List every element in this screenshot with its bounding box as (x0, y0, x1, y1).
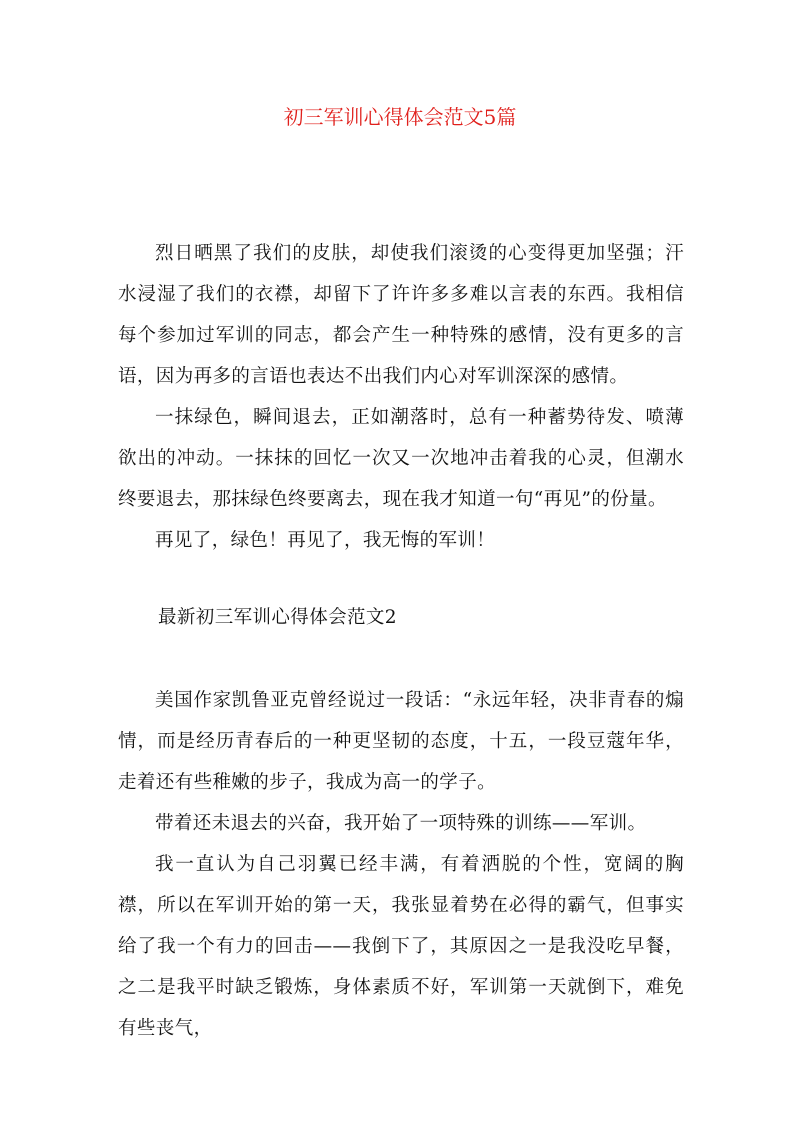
paragraph: 带着还未退去的兴奋，我开始了一项特殊的训练——军训。 (155, 813, 647, 834)
section-2-heading: 最新初三军训心得体会范文2 (158, 607, 397, 628)
paragraph: 一抹绿色，瞬间退去，正如潮落时，总有一种蓄势待发、喷薄欲出的冲动。一抹抹的回忆一次又一次地冲击着我的心灵，但潮水终要退去，那抹绿色终要离去，现在我才知道一句“再见”的份量。 (118, 407, 684, 510)
section-1-body (118, 233, 684, 561)
paragraph: 我一直认为自己羽翼已经丰满，有着洒脱的个性，宽阔的胸襟，所以在军训开始的第一天，我张显着势在必得的霸气，但事实给了我一个有力的回击——我倒下了，其原因之一是我没吃早餐，之二是我平时缺乏锻炼，身体素质不好，军训第一天就倒下，难免有些丧气， (118, 854, 684, 1039)
document-title: 初三军训心得体会范文5篇 (283, 105, 517, 129)
section-2-body (118, 680, 684, 1049)
paragraph: 再见了，绿色！再见了，我无悔的军训！ (155, 530, 496, 551)
paragraph: 烈日晒黑了我们的皮肤，却使我们滚烫的心变得更加坚强；汗水浸湿了我们的衣襟，却留下了许许多多难以言表的东西。我相信每个参加过军训的同志，都会产生一种特殊的感情，没有更多的言语，因为再多的言语也表达不出我们内心对军训深深的感情。 (118, 243, 684, 387)
paragraph: 美国作家凯鲁亚克曾经说过一段话：“永远年轻，决非青春的煽情，而是经历青春后的一种更坚韧的态度，十五，一段豆蔻年华，走着还有些稚嫩的步子，我成为高一的学子。 (118, 690, 684, 793)
